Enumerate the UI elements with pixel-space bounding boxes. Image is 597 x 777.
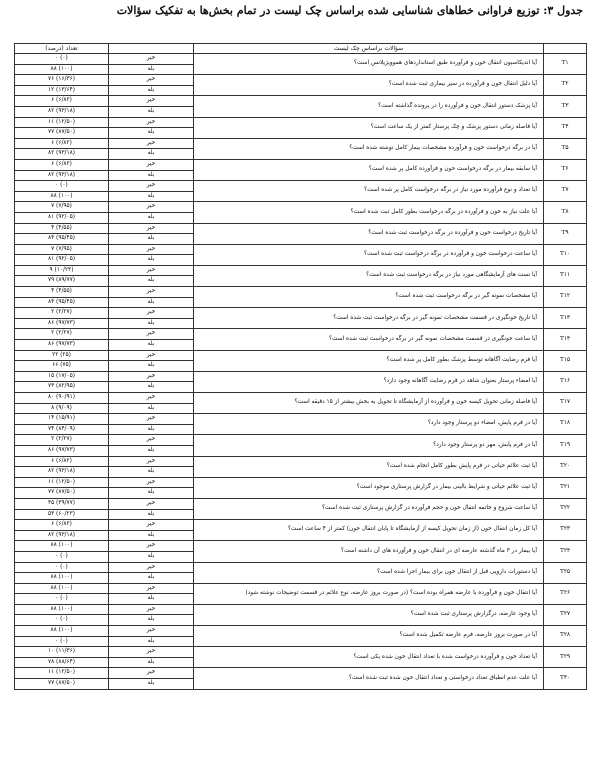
table-row [15,583,587,594]
count-no-cell: (۲۵) ۲۲ [15,350,109,361]
count-yes-cell: (۰) ۰ [15,551,109,562]
response-no-label: خیر [109,626,194,637]
count-no-cell: (۷/۹۵) ۷ [15,202,109,213]
question-text: آیا ساعت درخواست خون و فرآورده در برگه درخواست ثبت شده است؟ [194,244,544,265]
question-id: T۵ [544,138,587,159]
question-text: آیا علت عدم انطباق تعداد درخواستی و تعداد انتقال خون شده ثبت شده است؟ [194,668,544,689]
question-text: آیا تاریخ خونگیری در قسمت مشخصات نمونه گیر در برگه درخواست ثبت شده است؟ [194,308,544,329]
count-yes-cell: (۰) ۰ [15,615,109,626]
question-text: آیا در فرم پایش، امضاء دو پرستار وجود دارد؟ [194,414,544,435]
response-yes-label: بله [109,488,194,499]
question-id: T۱۶ [544,371,587,392]
question-id: T۲۱ [544,477,587,498]
response-no-label: خیر [109,138,194,149]
response-yes-label: بله [109,424,194,435]
count-yes-cell: (۹۷/۷۳) ۸۶ [15,340,109,351]
count-no-cell: (۱۰۰) ۸۸ [15,626,109,637]
count-header: تعداد (درصد) [15,44,109,54]
count-no-cell: (۶/۸۲) ۶ [15,520,109,531]
table-row [15,75,587,86]
question-text: آیا سابقه بیمار در برگه درخواست خون و فرآورده کامل پر شده است؟ [194,159,544,180]
question-id: T۴ [544,117,587,138]
count-yes-cell: (۸۷/۵۰) ۷۷ [15,488,109,499]
count-no-cell: (۰) ۰ [15,181,109,192]
response-yes-label: بله [109,573,194,584]
count-yes-cell: (۸۸/۶۴) ۷۸ [15,657,109,668]
count-yes-cell: (۰) ۰ [15,636,109,647]
response-no-label: خیر [109,287,194,298]
question-id: T۲ [544,75,587,96]
count-yes-cell: (۱۰۰) ۸۸ [15,573,109,584]
response-yes-label: بله [109,64,194,75]
table-row [15,435,587,446]
count-yes-cell: (۶۰/۲۳) ۵۳ [15,509,109,520]
count-no-cell: (۱۲/۵۰) ۱۱ [15,477,109,488]
table-caption: جدول ۳: توزیع فراوانی خطاهای شناسایی شده براساس چک لیست در تمام بخش‌ها به تفکیک سؤالات [116,4,583,17]
table-row [15,668,587,679]
table-row [15,117,587,128]
question-id: T۲۲ [544,498,587,519]
table-row [15,54,587,65]
response-yes-label: بله [109,657,194,668]
question-id: T۱۰ [544,244,587,265]
response-no-label: خیر [109,308,194,319]
table-row [15,159,587,170]
response-no-label: خیر [109,541,194,552]
response-yes-label: بله [109,212,194,223]
response-no-label: خیر [109,329,194,340]
response-yes-label: بله [109,170,194,181]
table-row [15,520,587,531]
response-no-label: خیر [109,181,194,192]
count-no-cell: (۱۵/۹۱) ۱۴ [15,414,109,425]
question-id: T۲۴ [544,541,587,562]
count-yes-cell: (۹۷/۷۳) ۸۶ [15,318,109,329]
question-id: T۱۷ [544,393,587,414]
question-text: آیا فرم رضایت آگاهانه توسط پزشک بطور کامل پر شده است؟ [194,350,544,371]
checklist-table [14,43,587,690]
count-no-cell: (۹۰/۹۱) ۸۰ [15,393,109,404]
count-yes-cell: (۹/۰۹) ۸ [15,403,109,414]
response-yes-label: بله [109,106,194,117]
table-row [15,265,587,276]
count-no-cell: (۱۷/۰۵) ۱۵ [15,371,109,382]
response-no-label: خیر [109,498,194,509]
count-no-cell: (۱۰۰) ۸۸ [15,583,109,594]
question-text: آیا فاصله زمانی تحویل کیسه خون و فرآورده از آزمایشگاه تا تحویل به بخش بیشتر از ۱۵ دقیقه است؟ [194,393,544,414]
count-yes-cell: (۸۲/۹۵) ۷۳ [15,382,109,393]
count-yes-cell: (۱۰۰) ۸۸ [15,191,109,202]
count-yes-cell: (۹۲/۰۵) ۸۱ [15,212,109,223]
question-text: آیا تعداد خون و فرآورده درخواست شده با تعداد انتقال خون شده یکی است؟ [194,647,544,668]
response-no-label: خیر [109,477,194,488]
question-header: سؤالات براساس چک لیست [194,44,544,54]
count-yes-cell: (۰) ۰ [15,594,109,605]
question-id: T۳ [544,96,587,117]
question-id: T۲۰ [544,456,587,477]
response-no-label: خیر [109,159,194,170]
response-no-label: خیر [109,520,194,531]
question-id: T۲۳ [544,520,587,541]
response-yes-label: بله [109,297,194,308]
table-row [15,541,587,552]
question-text: آیا اندیکاسیون انتقال خون و فرآورده طبق استانداردهای هموویژیلانس است؟ [194,54,544,75]
count-yes-cell: (۹۵/۴۵) ۸۴ [15,297,109,308]
response-no-label: خیر [109,604,194,615]
question-id: T۲۶ [544,583,587,604]
table-row [15,393,587,404]
table-row [15,350,587,361]
question-id: T۱۲ [544,287,587,308]
response-yes-label: بله [109,276,194,287]
count-no-cell: (۲/۲۷) ۲ [15,435,109,446]
response-yes-label: بله [109,255,194,266]
question-id: T۱۸ [544,414,587,435]
question-text: آیا کل زمان انتقال خون (از زمان تحویل کیسه از آزمایشگاه تا پایان انتقال خون) کمتر از ۴ ساعت است؟ [194,520,544,541]
header-row [15,44,587,54]
response-yes-label: بله [109,509,194,520]
question-text: آیا بیمار در ۳ ماه گذشته عارضه ای در انتقال خون و فرآورده های آن داشته است؟ [194,541,544,562]
response-yes-label: بله [109,128,194,139]
response-no-label: خیر [109,96,194,107]
question-text: آیا فاصله زمانی دستور پزشک و چک پرستار کمتر از یک ساعت است؟ [194,117,544,138]
table-row [15,138,587,149]
question-text: آیا در صورت بروز عارضه، فرم عارضه تکمیل شده است؟ [194,626,544,647]
count-no-cell: (۲/۲۷) ۲ [15,329,109,340]
response-no-label: خیر [109,202,194,213]
response-no-label: خیر [109,668,194,679]
question-id: T۱۴ [544,329,587,350]
count-no-cell: (۱۲/۵۰) ۱۱ [15,117,109,128]
count-no-cell: (۱۱/۳۶) ۱۰ [15,647,109,658]
count-yes-cell: (۹۲/۰۵) ۸۱ [15,255,109,266]
question-id: T۲۸ [544,626,587,647]
response-yes-label: بله [109,445,194,456]
response-yes-label: بله [109,382,194,393]
table-row [15,498,587,509]
question-text: آیا تعداد و نوع فرآورده مورد نیاز در برگه درخواست کامل پر شده است؟ [194,181,544,202]
question-id: T۶ [544,159,587,180]
question-id: T۱۹ [544,435,587,456]
count-yes-cell: (۹۵/۴۵) ۸۴ [15,234,109,245]
count-yes-cell: (۷۵) ۶۶ [15,361,109,372]
question-text: آیا امضاء پرستار بعنوان شاهد در فرم رضایت آگاهانه وجود دارد؟ [194,371,544,392]
table-row [15,308,587,319]
count-yes-cell: (۸۹/۷۷) ۷۹ [15,276,109,287]
response-yes-label: بله [109,318,194,329]
count-no-cell: (۱۶/۳۶) ۷۶ [15,75,109,86]
table-row [15,181,587,192]
count-no-cell: (۲/۲۷) ۲ [15,308,109,319]
count-yes-cell: (۹۳/۱۸) ۸۲ [15,467,109,478]
table-row [15,329,587,340]
table-row [15,96,587,107]
response-no-label: خیر [109,371,194,382]
response-yes-label: بله [109,234,194,245]
count-no-cell: (۰) ۰ [15,562,109,573]
question-id: T۱۱ [544,265,587,286]
response-yes-label: بله [109,149,194,160]
question-id: T۲۹ [544,647,587,668]
table-row [15,626,587,637]
question-text: آیا انتقال خون و فرآورده با عارضه همراه بوده است؟ (در صورت بروز عارضه، نوع علائم در قسمت توضیحات نوشته شود) [194,583,544,604]
question-id: T۲۵ [544,562,587,583]
response-no-label: خیر [109,265,194,276]
count-no-cell: (۴/۵۵) ۴ [15,287,109,298]
response-yes-label: بله [109,467,194,478]
question-text: آیا ثبت علائم حیاتی در فرم پایش بطور کامل انجام شده است؟ [194,456,544,477]
question-text: آیا ساعت خونگیری در قسمت مشخصات نمونه گیر در برگه درخواست ثبت شده است؟ [194,329,544,350]
response-no-label: خیر [109,75,194,86]
question-text: آیا ثبت علائم حیاتی و شرایط بالینی بیمار در گزارش پرستاری موجود است؟ [194,477,544,498]
response-no-label: خیر [109,647,194,658]
table-row [15,414,587,425]
question-id: T۳۰ [544,668,587,689]
question-text: آیا در فرم پایش، مهر دو پرستار وجود دارد؟ [194,435,544,456]
question-id: T۱۵ [544,350,587,371]
question-text: آیا در برگه درخواست خون و فرآورده مشخصات بیمار کامل نوشته شده است؟ [194,138,544,159]
count-no-cell: (۶/۸۲) ۶ [15,96,109,107]
question-text: آیا تاریخ درخواست خون و فرآورده در برگه درخواست ثبت شده است؟ [194,223,544,244]
response-no-label: خیر [109,456,194,467]
table-row [15,604,587,615]
table-body [15,54,587,690]
table-row [15,287,587,298]
response-yes-label: بله [109,679,194,690]
question-text: آیا علت نیاز به خون و فرآورده در برگه درخواست بطور کامل ثبت شده است؟ [194,202,544,223]
response-no-label: خیر [109,117,194,128]
question-text: آیا ساعت شروع و خاتمه انتقال خون و حجم فرآورده در گزارش پرستاری ثبت شده است؟ [194,498,544,519]
response-no-label: خیر [109,54,194,65]
response-yes-label: بله [109,594,194,605]
response-no-label: خیر [109,223,194,234]
count-yes-cell: (۸۷/۵۰) ۷۷ [15,679,109,690]
count-no-cell: (۱۲/۵۰) ۱۱ [15,668,109,679]
question-id: T۱۳ [544,308,587,329]
question-id: T۱ [544,54,587,75]
count-no-cell: (۶/۸۲) ۶ [15,159,109,170]
count-no-cell: (۱۰۰) ۸۸ [15,604,109,615]
response-no-label: خیر [109,414,194,425]
question-id: T۹ [544,223,587,244]
question-id: T۷ [544,181,587,202]
count-yes-cell: (۸۷/۵۰) ۷۷ [15,128,109,139]
table-row [15,371,587,382]
count-yes-cell: (۹۳/۱۸) ۸۲ [15,170,109,181]
response-yes-label: بله [109,340,194,351]
response-no-label: خیر [109,393,194,404]
response-yes-label: بله [109,403,194,414]
response-yes-label: بله [109,85,194,96]
count-no-cell: (۶/۸۲) ۶ [15,456,109,467]
question-text: آیا وجود عارضه، درگزارش پرستاری ثبت شده است؟ [194,604,544,625]
count-no-cell: (۷/۹۵) ۷ [15,244,109,255]
table-row [15,244,587,255]
response-header [109,44,194,54]
count-yes-cell: (۱۰۰) ۸۸ [15,64,109,75]
response-yes-label: بله [109,551,194,562]
response-yes-label: بله [109,636,194,647]
response-no-label: خیر [109,562,194,573]
table-row [15,562,587,573]
response-no-label: خیر [109,435,194,446]
count-yes-cell: (۹۳/۱۸) ۸۲ [15,530,109,541]
question-text: آیا تست های آزمایشگاهی مورد نیاز در برگه درخواست ثبت شده است؟ [194,265,544,286]
count-yes-cell: (۸۴/۰۹) ۷۴ [15,424,109,435]
count-no-cell: (۶/۸۲) ۶ [15,138,109,149]
response-yes-label: بله [109,530,194,541]
response-yes-label: بله [109,191,194,202]
count-yes-cell: (۱۳/۶۴) ۱۲ [15,85,109,96]
table-row [15,647,587,658]
count-no-cell: (۱۰/۲۳) ۹ [15,265,109,276]
count-yes-cell: (۹۷/۷۳) ۸۶ [15,445,109,456]
table-row [15,223,587,234]
question-text: آیا مشخصات نمونه گیر در برگه درخواست ثبت شده است؟ [194,287,544,308]
count-no-cell: (۳۹/۷۷) ۳۵ [15,498,109,509]
response-no-label: خیر [109,244,194,255]
id-header [544,44,587,54]
question-id: T۲۷ [544,604,587,625]
question-text: آیا دلیل انتقال خون و فرآورده در سیر بیماری ثبت شده است؟ [194,75,544,96]
count-no-cell: (۱۰۰) ۸۸ [15,541,109,552]
question-text: آیا پزشک دستور انتقال خون و فرآورده را در پرونده گذاشته است؟ [194,96,544,117]
table-row [15,202,587,213]
response-no-label: خیر [109,350,194,361]
count-yes-cell: (۹۳/۱۸) ۸۲ [15,149,109,160]
count-no-cell: (۴/۵۵) ۴ [15,223,109,234]
count-yes-cell: (۹۳/۱۸) ۸۲ [15,106,109,117]
response-yes-label: بله [109,615,194,626]
question-text: آیا دستورات دارویی قبل از انتقال خون برای بیمار اجرا شده است؟ [194,562,544,583]
response-yes-label: بله [109,361,194,372]
table-row [15,477,587,488]
table-row [15,456,587,467]
question-id: T۸ [544,202,587,223]
count-no-cell: (۰) ۰ [15,54,109,65]
response-no-label: خیر [109,583,194,594]
